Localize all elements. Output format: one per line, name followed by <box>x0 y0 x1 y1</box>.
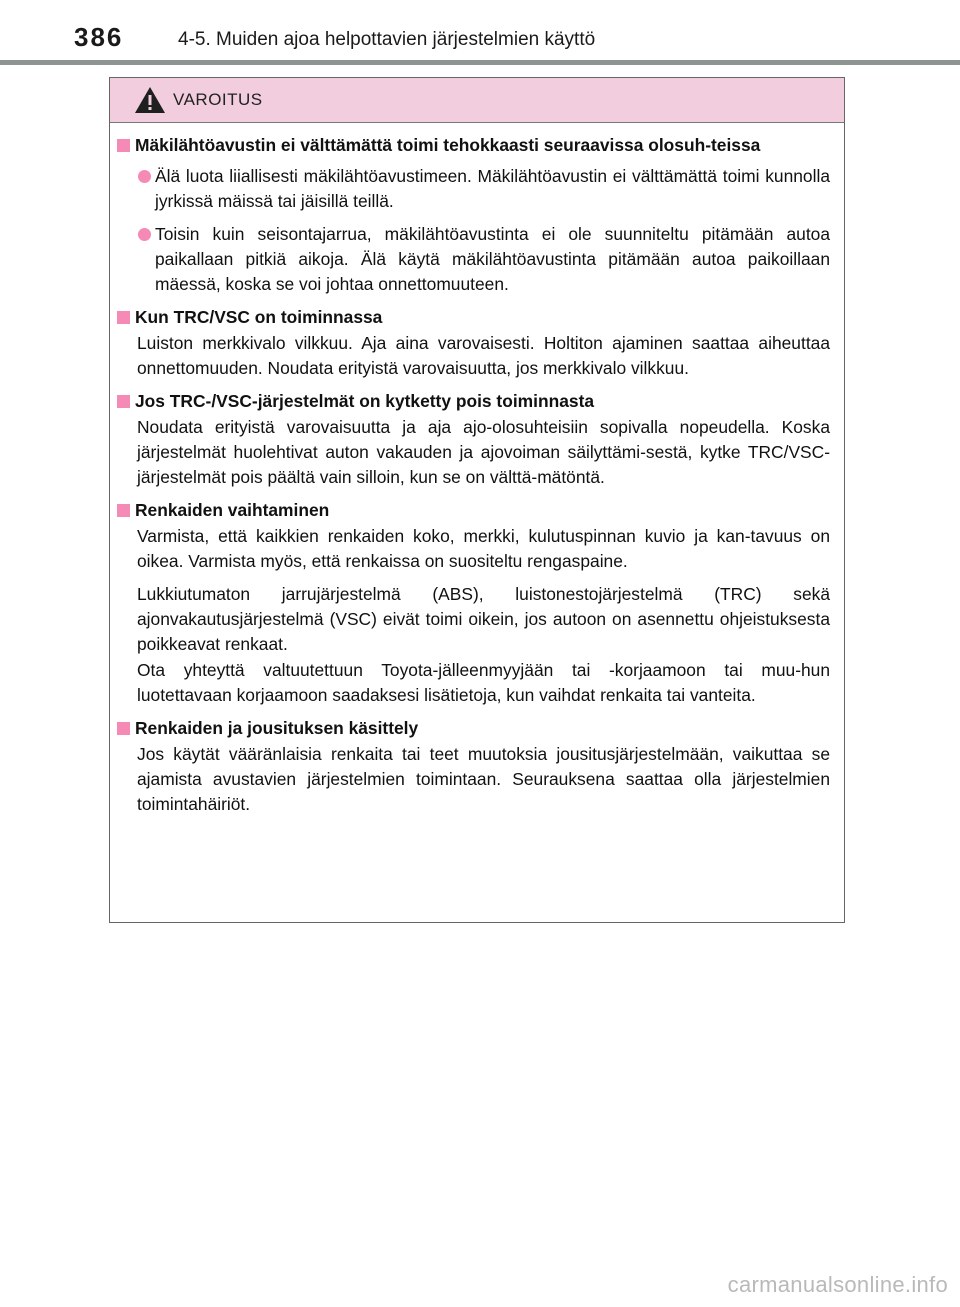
section-tire-change <box>114 498 830 708</box>
warning-box <box>109 77 845 923</box>
round-bullet-icon <box>138 228 151 241</box>
section-heading: Renkaiden ja jousituksen käsittely <box>114 716 830 741</box>
section-tires-suspension <box>114 716 830 817</box>
warning-header <box>110 78 844 123</box>
section-text: Luiston merkkivalo vilkkuu. Aja aina varovaisesti. Holtiton ajaminen saattaa aiheuttaa onnettomuuden. Noudata erityistä varovaisuutta, jos merkkivalo vilkkuu. <box>137 333 830 378</box>
square-bullet-icon <box>117 722 130 735</box>
round-bullet-icon <box>138 170 151 183</box>
section-heading: Renkaiden vaihtaminen <box>114 498 830 523</box>
watermark: carmanualsonline.info <box>727 1272 948 1297</box>
section-text: Ota yhteyttä valtuutettuun Toyota-jälleenmyyjään tai -korjaamoon tai muu-hun luotettavaan korjaamoon saadaksesi lisätietoja, kun vaihdat renkaita tai vanteita. <box>137 660 830 705</box>
square-bullet-icon <box>117 504 130 517</box>
page-number: 386 <box>74 22 124 52</box>
square-bullet-icon <box>117 139 130 152</box>
square-bullet-icon <box>117 395 130 408</box>
section-heading: Jos TRC-/VSC-järjestelmät on kytketty pois toiminnasta <box>114 389 830 414</box>
section-text: Jos käytät vääränlaisia renkaita tai teet muutoksia jousitusjärjestelmään, vaikuttaa se ajamista avustavien järjestelmien toimintaan. Seurauksena saattaa olla järjestelmien toimintahäiriöt. <box>137 744 830 814</box>
section-trc-vsc-active <box>114 305 830 381</box>
section-text: Noudata erityistä varovaisuutta ja aja ajo-olosuhteisiin sopivalla nopeudella. Koska järjestelmät huolehtivat auton vakauden ja ajovoiman säilyttämi-sestä, kytke TRC/VSC-järjestelmät pois päältä vain silloin, kun se on välttä-mätöntä. <box>137 417 830 487</box>
warning-triangle-icon <box>133 85 167 115</box>
section-heading: Kun TRC/VSC on toiminnassa <box>114 305 830 330</box>
header-rule <box>0 60 960 65</box>
list-item: Toisin kuin seisontajarrua, mäkilähtöavustinta ei ole suunniteltu pitämään autoa paikallaan pitkiä aikoja. Älä käytä mäkilähtöavustinta pitämään autoa paikoillaan mäessä, koska se voi johtaa onnettomuuteen. <box>114 222 830 297</box>
section-text: Varmista, että kaikkien renkaiden koko, merkki, kulutuspinnan kuvio ja kan-tavuus on oikea. Varmista myös, että renkaissa on suositeltu rengaspaine. <box>137 526 830 571</box>
warning-label: VAROITUS <box>173 90 263 109</box>
warning-body <box>110 123 844 817</box>
section-trc-vsc-off <box>114 389 830 490</box>
section-heading: Mäkilähtöavustin ei välttämättä toimi tehokkaasti seuraavissa olosuh-teissa <box>114 133 830 158</box>
page-header <box>0 0 960 66</box>
list-item: Älä luota liiallisesti mäkilähtöavustimeen. Mäkilähtöavustin ei välttämättä toimi kunnolla jyrkissä mäissä tai jäisillä teillä. <box>114 164 830 214</box>
section-text: Lukkiutumaton jarrujärjestelmä (ABS), luistonestojärjestelmä (TRC) sekä ajonvakautusjärjestelmä (VSC) eivät toimi oikein, jos autoon on asennettu ohjeistuksesta poikkeavat renkaat. <box>137 584 830 654</box>
section-hill-start <box>114 133 830 297</box>
section-title: 4-5. Muiden ajoa helpottavien järjestelmien käyttö <box>178 29 596 50</box>
square-bullet-icon <box>117 311 130 324</box>
